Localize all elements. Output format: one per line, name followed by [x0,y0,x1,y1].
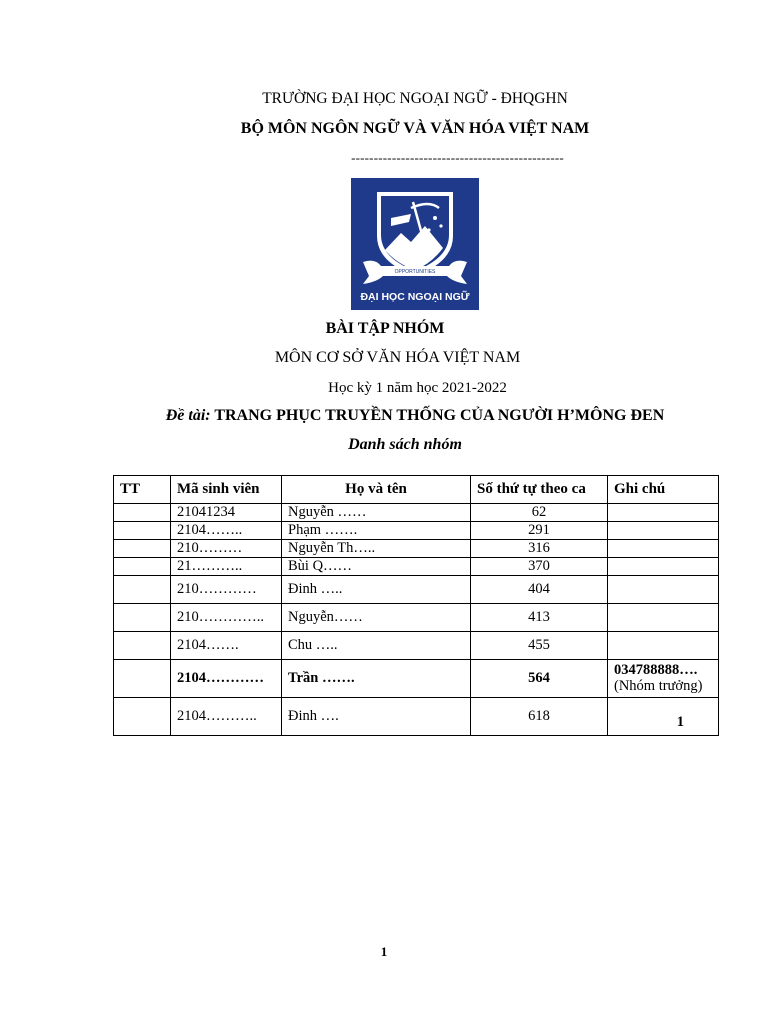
cell-note [608,558,719,576]
cell-rank: 455 [471,632,608,660]
logo-badge-text: ULIS [404,251,426,261]
cell-student-id: 210………….. [171,604,282,632]
cell-rank: 404 [471,576,608,604]
university-logo [351,178,479,310]
leader-phone: 034788888…. [614,661,698,678]
cell-full-name: Trần ……. [282,660,471,698]
cell-tt [114,632,171,660]
cell-rank: 316 [471,540,608,558]
cell-rank: 618 [471,698,608,736]
cell-full-name: Chu ….. [282,632,471,660]
cell-student-id: 210………… [171,576,282,604]
topic-title: TRANG PHỤC TRUYỀN THỐNG CỦA NGƯỜI H’MÔNG ĐEN [214,407,665,424]
table-row [114,632,719,660]
cell-full-name: Bùi Q…… [282,558,471,576]
cell-note [608,522,719,540]
star-icon [427,228,430,231]
table-row [114,558,719,576]
table-row [114,540,719,558]
star-icon [433,216,437,220]
logo-ribbon-text: OPPORTUNITIES [394,269,436,275]
cell-note [608,604,719,632]
cell-note [608,632,719,660]
cell-rank: 291 [471,522,608,540]
cell-rank: 413 [471,604,608,632]
cell-full-name: Nguyễn …… [282,504,471,522]
table-row [114,504,719,522]
column-header-note: Ghi chú [608,476,719,504]
cell-note [608,504,719,522]
column-header-student-id: Mã sinh viên [171,476,282,504]
group-list-title: Danh sách nhóm [348,436,462,453]
cell-student-id: 21……….. [171,558,282,576]
cell-note [608,540,719,558]
table-row-group-leader [114,660,719,698]
table-row [114,576,719,604]
cell-student-id: 210……… [171,540,282,558]
cell-tt [114,576,171,604]
cell-note [608,698,719,736]
cell-full-name: Nguyễn…… [282,604,471,632]
column-header-full-name: Họ và tên [282,476,471,504]
cell-note [608,576,719,604]
cell-student-id: 2104………… [171,660,282,698]
note-value: 1 [676,713,684,730]
cell-rank: 564 [471,660,608,698]
table-row [114,604,719,632]
cell-rank: 62 [471,504,608,522]
cell-tt [114,660,171,698]
topic-line [140,407,690,425]
column-header-tt: TT [114,476,171,504]
cell-tt [114,522,171,540]
semester-line: Học kỳ 1 năm học 2021-2022 [328,380,507,396]
cell-student-id: 2104……….. [171,698,282,736]
cell-full-name: Đinh ….. [282,576,471,604]
table-row [114,698,719,736]
assignment-title: BÀI TẬP NHÓM [325,320,445,337]
topic-prefix: Đề tài: [165,407,211,424]
cell-full-name: Phạm ……. [282,522,471,540]
page-number: 1 [380,944,388,959]
cell-note [608,660,719,698]
cell-full-name: Đinh …. [282,698,471,736]
group-members-table [113,475,719,736]
header-divider: ----------------------------------------------- [351,150,564,165]
cell-student-id: 21041234 [171,504,282,522]
table-row [114,522,719,540]
star-icon [439,224,442,227]
department-name: BỘ MÔN NGÔN NGỮ VÀ VĂN HÓA VIỆT NAM [240,120,590,137]
leader-role: (Nhóm trưởng) [614,677,703,694]
course-title: MÔN CƠ SỞ VĂN HÓA VIỆT NAM [274,349,521,366]
university-name: TRƯỜNG ĐẠI HỌC NGOẠI NGỮ - ĐHQGHN [262,90,568,107]
cell-tt [114,698,171,736]
cell-tt [114,540,171,558]
column-header-rank: Số thứ tự theo ca [471,476,608,504]
ulis-logo-graphic [351,178,479,310]
cell-tt [114,558,171,576]
logo-caption: ĐẠI HỌC NGOẠI NGỮ [360,291,470,303]
cell-full-name: Nguyễn Th….. [282,540,471,558]
cell-rank: 370 [471,558,608,576]
cell-tt [114,604,171,632]
cell-student-id: 2104…….. [171,522,282,540]
cell-student-id: 2104……. [171,632,282,660]
table-header-row [114,476,719,504]
cell-tt [114,504,171,522]
